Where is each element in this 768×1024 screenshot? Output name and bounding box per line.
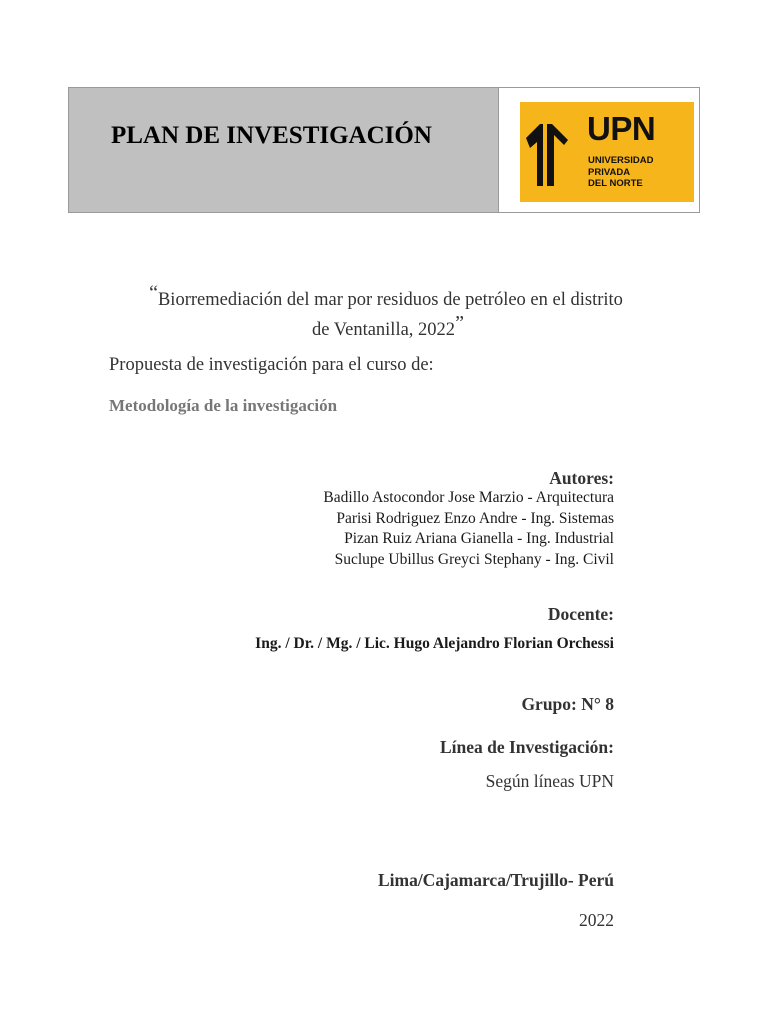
header-box [68,87,700,213]
document-title: PLAN DE INVESTIGACIÓN [111,122,432,149]
teacher-label: Docente: [547,604,614,624]
research-line-label: Línea de Investigación: [439,737,614,757]
header-title-cell [69,88,499,212]
location: Lima/Cajamarca/Trujillo- Perú [377,870,614,890]
logo-subtitle-line: UNIVERSIDAD [588,155,654,166]
logo-word: UPN [587,110,656,147]
logo-subtitle [588,155,653,190]
author-item: Suclupe Ubillus Greyci Stephany - Ing. Civil [334,551,614,568]
year: 2022 [579,910,614,930]
open-quote: “ [149,282,158,304]
author-item: Badillo Astocondor Jose Marzio - Arquitectura [323,489,614,506]
upn-logo [520,102,694,202]
course-name: Metodología de la investigación [109,396,338,415]
close-quote: ” [455,312,464,334]
logo-subtitle-line: DEL NORTE [588,178,643,189]
research-title-text-1: Biorremediación del mar por residuos de petróleo en el distrito [157,290,623,310]
group-number: Grupo: N° 8 [521,694,614,714]
author-item: Parisi Rodriguez Enzo Andre - Ing. Sistemas [336,510,614,527]
research-title-line-1 [2,282,768,311]
authors-label: Autores: [549,468,614,488]
research-line-value: Según líneas UPN [485,771,614,791]
proposal-text: Propuesta de investigación para el curso de: [109,355,434,375]
author-item: Pizan Ruiz Ariana Gianella - Ing. Industrial [344,530,614,547]
logo-subtitle-line: PRIVADA [588,166,631,178]
header-logo-cell [499,88,699,212]
research-title-text-2: de Ventanilla, 2022 [312,320,456,340]
teacher-name: Ing. / Dr. / Mg. / Lic. Hugo Alejandro Florian Orchessi [255,635,614,652]
research-title-line-2 [4,312,768,341]
